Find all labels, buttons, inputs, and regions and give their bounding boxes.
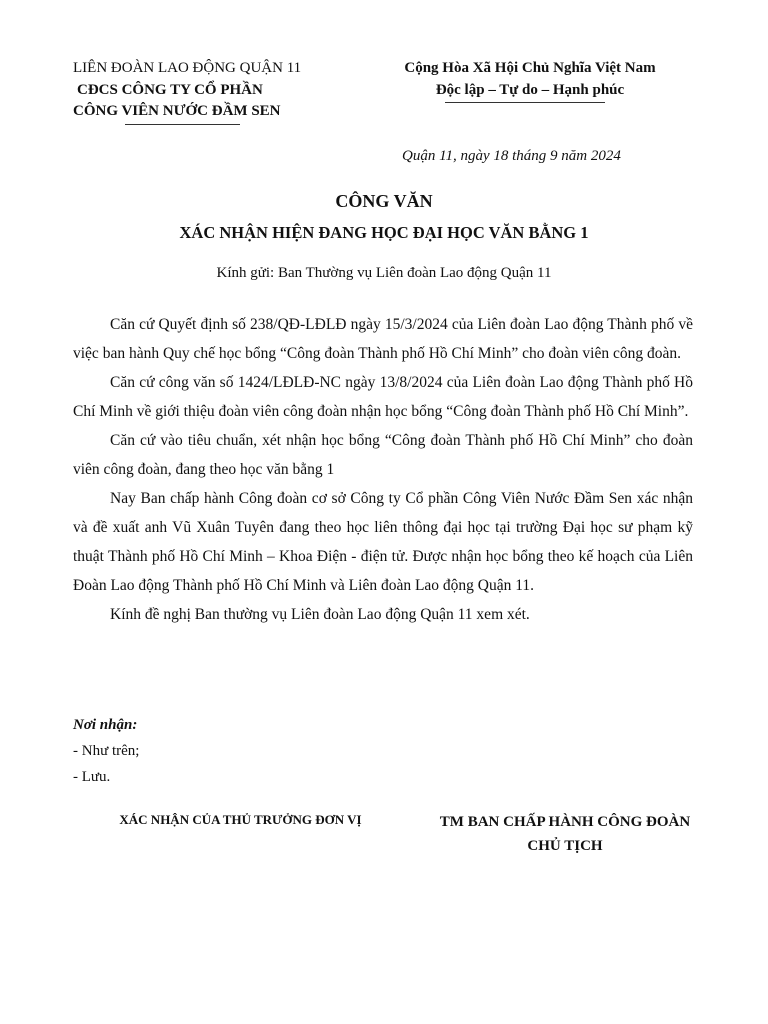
- signature-right-line-2: CHỦ TỊCH: [527, 838, 603, 854]
- recipients-label: Nơi nhận:: [73, 717, 138, 733]
- header-right-line-2: Độc lập – Tự do – Hạnh phúc: [435, 81, 625, 98]
- header-left-underline: [125, 124, 240, 125]
- signature-right-line-1: TM BAN CHẤP HÀNH CÔNG ĐOÀN: [439, 814, 691, 830]
- header-right-underline: [445, 102, 605, 103]
- document-title: CÔNG VĂN: [335, 191, 433, 211]
- recipients-item: - Như trên;: [73, 743, 140, 759]
- body-paragraph: Căn cứ Quyết định số 238/QĐ-LĐLĐ ngày 15/3/2024 của Liên đoàn Lao động Thành phố về việc ban hành Quy chế học bổng “Công đoàn Thành phố Hồ Chí Minh” cho đoàn viên công đoàn.: [73, 316, 693, 362]
- header-left-line-2: CĐCS CÔNG TY CỔ PHẦN: [77, 81, 263, 98]
- body-paragraph: Kính đề nghị Ban thường vụ Liên đoàn Lao động Quận 11 xem xét.: [110, 606, 530, 623]
- signature-right: [425, 810, 705, 858]
- body-paragraph: Nay Ban chấp hành Công đoàn cơ sở Công ty Cổ phần Công Viên Nước Đầm Sen xác nhận và đề xuất anh Vũ Xuân Tuyên đang theo học liên thông đại học tại trường Đại học sư phạm kỹ thuật Thành phố Hồ Chí Minh – Khoa Điện - điện tử. Được nhận học bổng theo kế hoạch của Liên Đoàn Lao động Thành phố Hồ Chí Minh và Liên đoàn Lao động Quận 11.: [73, 490, 693, 594]
- header-left-line-3: CÔNG VIÊN NƯỚC ĐẦM SEN: [73, 103, 281, 119]
- document-date: Quận 11, ngày 18 tháng 9 năm 2024: [402, 148, 621, 164]
- recipients-item: - Lưu.: [73, 769, 111, 785]
- body-paragraph: Căn cứ công văn số 1424/LĐLĐ-NC ngày 13/8/2024 của Liên đoàn Lao động Thành phố Hồ Chí Minh về giới thiệu đoàn viên công đoàn nhận học bổng “Công đoàn Thành phố Hồ Chí Minh”.: [73, 374, 693, 420]
- body-paragraph: Căn cứ vào tiêu chuẩn, xét nhận học bổng “Công đoàn Thành phố Hồ Chí Minh” cho đoàn viên công đoàn, đang theo học văn bằng 1: [73, 432, 693, 478]
- signature-left: XÁC NHẬN CỦA THỦ TRƯỞNG ĐƠN VỊ: [119, 812, 362, 827]
- header-right-line-1: Cộng Hòa Xã Hội Chủ Nghĩa Việt Nam: [404, 60, 656, 76]
- header-organization: [73, 58, 373, 123]
- document-subtitle: XÁC NHẬN HIỆN ĐANG HỌC ĐẠI HỌC VĂN BẰNG 1: [179, 223, 589, 242]
- recipients-list: [73, 712, 139, 790]
- recipient-line: Kính gửi: Ban Thường vụ Liên đoàn Lao động Quận 11: [216, 265, 552, 281]
- header-left-line-1: LIÊN ĐOÀN LAO ĐỘNG QUẬN 11: [73, 60, 302, 76]
- document-body: [73, 310, 693, 629]
- header-national-motto: [375, 58, 685, 101]
